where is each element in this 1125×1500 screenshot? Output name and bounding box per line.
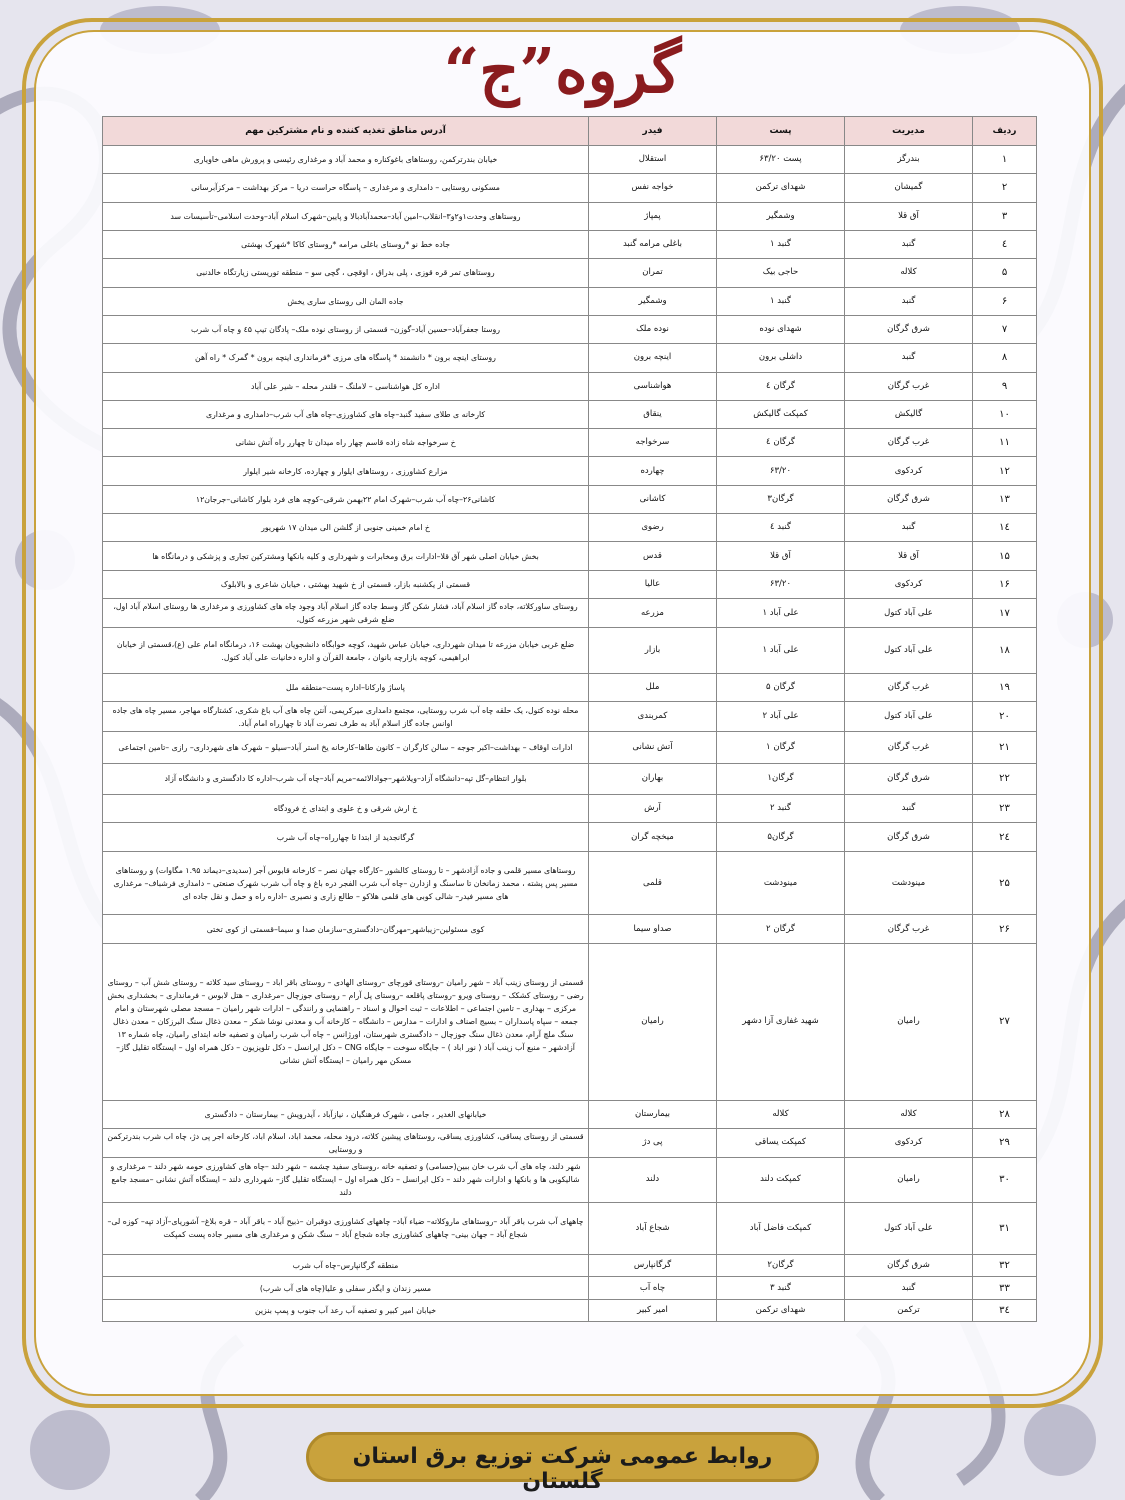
- cell-row-number: ۱۹: [973, 673, 1037, 701]
- cell-row-number: ۱۱: [973, 429, 1037, 457]
- cell-post: کمپکت دلند: [717, 1158, 845, 1202]
- cell-feeder: بهاران: [589, 763, 717, 794]
- footer-banner: [306, 1432, 819, 1494]
- cell-management: غرب گرگان: [845, 429, 973, 457]
- cell-address: روستا جعفرآباد–حسین آباد–گوزن– قسمتی از روستای نوده ملک– پادگان تیپ ٤۵ و چاه آب شرب: [103, 315, 589, 343]
- cell-address: روستاهای تمر قره قوزی ، پلی بدراق ، اوقچی ، گچی سو – منطقه توریستی زیارتگاه خالدنبی: [103, 259, 589, 287]
- cell-management: علی آباد کتول: [845, 628, 973, 674]
- cell-management: غرب گرگان: [845, 372, 973, 400]
- cell-feeder: چاه آب: [589, 1277, 717, 1299]
- table-row: [103, 1128, 1037, 1157]
- cell-post: گنبد ۲: [717, 795, 845, 823]
- cell-post: علی آباد ۱: [717, 628, 845, 674]
- cell-address: خ امام خمینی جنوبی از گلشن الی میدان ۱۷ شهریور: [103, 514, 589, 542]
- cell-management: کردکوی: [845, 1128, 973, 1157]
- cell-address: بلوار انتظام–گل تپه–دانشگاه آزاد–ویلاشهر–جوادالائمه–مریم آباد–چاه آب شرب–اداره کا دادگستری و دانشگاه آزاد: [103, 763, 589, 794]
- cell-management: آق قلا: [845, 202, 973, 230]
- cell-post: آق قلا: [717, 542, 845, 570]
- cell-feeder: گرگانپارس: [589, 1255, 717, 1277]
- table-row: [103, 202, 1037, 230]
- cell-feeder: رامیان: [589, 943, 717, 1100]
- footer-text: روابط عمومی شرکت توزیع برق استان گلستان: [352, 1444, 773, 1494]
- cell-row-number: ۱۸: [973, 628, 1037, 674]
- cell-post: گنبد ۱: [717, 287, 845, 315]
- table-row: [103, 823, 1037, 851]
- cell-post: علی آباد ۱: [717, 599, 845, 628]
- table-header-row: [103, 117, 1037, 146]
- cell-feeder: صداو سیما: [589, 915, 717, 943]
- table-row: [103, 1299, 1037, 1321]
- table-row: [103, 542, 1037, 570]
- cell-address: قسمتی از روستای زینب آباد – شهر رامیان –روستای قورچای –روستای الهادی – روستای باقر اباد – روستای سید کلاته – روستای شش آب – روستای رضی – روستای کشکک – روستای ویرو –روستای پاقلعه –روستای پل آرام – روستای جوزچال –مرغداری – هتل لابوس – فرمانداری – بخشداری بخش مرکزی – بهداری – تامین اجتماعی – اطلاعات – ثبت احوال و اسناد – راهنمایی و رانندگی – ادارات شهر رامیان – مسجد مصلی شهرستان و امام جمعه – سپاه پاسداران – بسیج اصناف و ادارات – مدارس – دانشگاه – کارخانه آب و معدنی نوشا شکر – معدن ذغال سنگ البرزکان – معدن ذغال سنگ ملچ آرام، معدن ذغال سنگ جوزچال – دادگستری شهرستان، اورژانس – چاه آب شرب رامیان و تصفیه خانه ابتدای رامیان، چاه شماره ۱۳ آزادشهر – منبع آب زینب آباد ( نور اباد ) – جایگاه سوخت – جایگاه CNG – دکل ایرانسل – دکل تلویزیون – دکل همراه اول – ایستگاه تقلیل گاز– مسکن مهر رامیان – ایستگاه آتش نشانی: [103, 943, 589, 1100]
- cell-row-number: ۷: [973, 315, 1037, 343]
- cell-row-number: ۳۲: [973, 1255, 1037, 1277]
- cell-address: خیابانهای الغدیر ، جامی ، شهرک فرهنگیان ، نیازآباد ، آیدرویش – بیمارستان – دادگستری: [103, 1100, 589, 1128]
- cell-address: روستای اینچه برون * دانشمند * پاسگاه های مرزی *فرمانداری اینچه برون * گمرک * راه آهن: [103, 344, 589, 372]
- cell-address: محله نوده کتول، یک حلقه چاه آب شرب روستایی، مجتمع دامداری میرکریمی، آنتن چاه های آب باغ شکری، کشتارگاه مهاجر، مسیر چاه های جاده اوانس جاده گاز اسلام آباد به طرف نصرت آباد تا چهارراه امام آباد.: [103, 702, 589, 732]
- col-header-management: مدیریت: [845, 117, 973, 146]
- cell-post: کمپکت فاضل آباد: [717, 1202, 845, 1255]
- cell-address: قسمتی از روستای یساقی، کشاورزی یساقی، روستاهای پیشین کلاته، درود محله، محمد اباد، اسلام اباد، کارخانه اجر پی دژ، چاه اب شرب بندرترکمن و روستایی: [103, 1128, 589, 1157]
- cell-management: گنبد: [845, 795, 973, 823]
- table-row: [103, 372, 1037, 400]
- cell-management: غرب گرگان: [845, 673, 973, 701]
- cell-management: شرق گرگان: [845, 823, 973, 851]
- cell-management: گنبد: [845, 230, 973, 258]
- table-row: [103, 851, 1037, 915]
- cell-management: بندرگز: [845, 146, 973, 174]
- cell-feeder: وشمگیر: [589, 287, 717, 315]
- cell-feeder: سرخواجه: [589, 429, 717, 457]
- cell-post: پست ۶۳/۲۰: [717, 146, 845, 174]
- cell-feeder: پمپاژ: [589, 202, 717, 230]
- col-header-row-number: ردیف: [973, 117, 1037, 146]
- table-row: [103, 146, 1037, 174]
- cell-address: گرگانجدید از ابتدا تا چهارراه–چاه آب شرب: [103, 823, 589, 851]
- cell-row-number: ۳۳: [973, 1277, 1037, 1299]
- cell-post: ۶۳/۲۰: [717, 457, 845, 485]
- cell-address: روستای ساورکلاته، جاده گاز اسلام آباد، فشار شکن گاز وسط جاده گاز اسلام آباد وجود چاه های کشاورزی و مرغداری ها روستای اسلام آباد اول، ضلع شرقی شهر مزرعه کتول،: [103, 599, 589, 628]
- cell-post: شهدای ترکمن: [717, 1299, 845, 1321]
- cell-row-number: ۱۰: [973, 400, 1037, 428]
- cell-row-number: ۳۱: [973, 1202, 1037, 1255]
- cell-feeder: تمران: [589, 259, 717, 287]
- cell-feeder: باغلی مرامه گنبد: [589, 230, 717, 258]
- cell-management: گمیشان: [845, 174, 973, 202]
- cell-address: بخش خیابان اصلی شهر آق قلا–ادارات برق ومخابرات و شهرداری و کلیه بانکها ومشترکین تجاری و پزشکی و درمانگاه ها: [103, 542, 589, 570]
- cell-row-number: ۱٤: [973, 514, 1037, 542]
- cell-address: جاده خط نو *روستای باغلی مرامه *روستای کاکا *شهرک بهشتی: [103, 230, 589, 258]
- cell-management: کردکوی: [845, 570, 973, 598]
- cell-feeder: شجاع آباد: [589, 1202, 717, 1255]
- col-header-feeder: فیدر: [589, 117, 717, 146]
- cell-address: خ سرخواجه شاه زاده قاسم چهار راه میدان تا چهارر راه آتش نشانی: [103, 429, 589, 457]
- cell-feeder: خواجه نفس: [589, 174, 717, 202]
- table-row: [103, 344, 1037, 372]
- cell-row-number: ۳٤: [973, 1299, 1037, 1321]
- cell-address: مسیر زندان و ایگدر سفلی و علیا(چاه های آب شرب): [103, 1277, 589, 1299]
- table-row: [103, 259, 1037, 287]
- cell-row-number: ۳۰: [973, 1158, 1037, 1202]
- cell-management: غرب گرگان: [845, 732, 973, 763]
- cell-row-number: ۲۵: [973, 851, 1037, 915]
- table-row: [103, 174, 1037, 202]
- cell-feeder: هواشناسی: [589, 372, 717, 400]
- table-row: [103, 732, 1037, 763]
- table-row: [103, 763, 1037, 794]
- cell-management: گنبد: [845, 287, 973, 315]
- cell-row-number: ۱۷: [973, 599, 1037, 628]
- cell-address: خیابان بندرترکمن، روستاهای باغوکناره و محمد آباد و مرغداری رئیسی و پرورش ماهی خاویاری: [103, 146, 589, 174]
- cell-post: مینودشت: [717, 851, 845, 915]
- cell-address: مسکونی روستایی – دامداری و مرغداری – پاسگاه حراست دریا – مرکز بهداشت – مرکزآبرسانی: [103, 174, 589, 202]
- col-header-post: پست: [717, 117, 845, 146]
- cell-address: روستاهای مسیر قلمی و جاده آزادشهر – تا روستای کالشور –کارگاه جهان نصر – کارخانه قابوس آجر (سدیدی–دیماند ۱.۹۵ مگاوات) و روستاهای مسیر پس پشته ، محمد زمانخان تا ساسنگ و ازدارن –چاه آب شرب الفجر دره باغ و چاه آب شرب شهرک صنعتی – دامداری فرشباف– مرغداری های مسیر فیدر– شالی کوبی های قلمی هلاکو – طالع زاری و نصیری –اداره راه و حمل و نقل جاده ای: [103, 851, 589, 915]
- table-row: [103, 287, 1037, 315]
- cell-management: گالیکش: [845, 400, 973, 428]
- cell-post: گنبد ٤: [717, 514, 845, 542]
- cell-row-number: ۱۳: [973, 485, 1037, 513]
- table-row: [103, 673, 1037, 701]
- table-row: [103, 230, 1037, 258]
- table-row: [103, 702, 1037, 732]
- cell-row-number: ۲۶: [973, 915, 1037, 943]
- cell-post: شهید غفاری آزا دشهر: [717, 943, 845, 1100]
- cell-post: گرگان ٤: [717, 429, 845, 457]
- cell-row-number: ۲٤: [973, 823, 1037, 851]
- cell-address: مزارع کشاورزی ، روستاهای ایلوار و چهارده، کارخانه شیر ایلوار: [103, 457, 589, 485]
- cell-row-number: ۲۰: [973, 702, 1037, 732]
- cell-row-number: ۲۳: [973, 795, 1037, 823]
- cell-address: منطقه گرگانپارس–چاه آب شرب: [103, 1255, 589, 1277]
- cell-post: گنبد ۱: [717, 230, 845, 258]
- table-row: [103, 1158, 1037, 1202]
- col-header-address: آدرس مناطق تغذیه کننده و نام مشترکین مهم: [103, 117, 589, 146]
- feeder-table: [102, 116, 1037, 1322]
- table-row: [103, 400, 1037, 428]
- cell-feeder: اینچه برون: [589, 344, 717, 372]
- cell-post: شهدای ترکمن: [717, 174, 845, 202]
- table-row: [103, 514, 1037, 542]
- cell-row-number: ۵: [973, 259, 1037, 287]
- cell-feeder: قدس: [589, 542, 717, 570]
- cell-feeder: آرش: [589, 795, 717, 823]
- cell-post: گرگان۲: [717, 1255, 845, 1277]
- cell-address: جاده المان الی روستای ساری یخش: [103, 287, 589, 315]
- cell-post: داشلی برون: [717, 344, 845, 372]
- cell-post: گرگان ٤: [717, 372, 845, 400]
- cell-address: چاههای آب شرب باقر آباد –روستاهای ماروکلاته– ضیاء آباد– چاههای کشاورزی دوقبران –ذبیح آباد – باقر آباد – قره بلاغ– آشوریای–آزاد تپه– کوزه لی– شجاع آباد – جهان بینی– چاههای کشاورزی جاده شجاع آباد – سنگ شکن و مرغداری های مسیر جاده پست کمپکت: [103, 1202, 589, 1255]
- cell-row-number: ٤: [973, 230, 1037, 258]
- table-row: [103, 429, 1037, 457]
- cell-feeder: کمربندی: [589, 702, 717, 732]
- cell-address: کوی مسئولین–زیباشهر–مهرگان–دادگستری–سازمان صدا و سیما–قسمتی از کوی تختی: [103, 915, 589, 943]
- cell-post: گرگان۵: [717, 823, 845, 851]
- cell-feeder: امیر کبیر: [589, 1299, 717, 1321]
- cell-row-number: ۶: [973, 287, 1037, 315]
- cell-management: علی آباد کتول: [845, 599, 973, 628]
- cell-management: آق قلا: [845, 542, 973, 570]
- cell-management: گنبد: [845, 344, 973, 372]
- cell-post: شهدای نوده: [717, 315, 845, 343]
- cell-management: شرق گرگان: [845, 315, 973, 343]
- cell-post: علی آباد ۲: [717, 702, 845, 732]
- cell-feeder: چهارده: [589, 457, 717, 485]
- cell-management: غرب گرگان: [845, 915, 973, 943]
- cell-row-number: ۱: [973, 146, 1037, 174]
- cell-feeder: استقلال: [589, 146, 717, 174]
- cell-feeder: بیمارستان: [589, 1100, 717, 1128]
- cell-post: گرگان ۱: [717, 732, 845, 763]
- table-row: [103, 315, 1037, 343]
- cell-feeder: مزرعه: [589, 599, 717, 628]
- cell-post: وشمگیر: [717, 202, 845, 230]
- cell-address: شهر دلند، چاه های آب شرب خان ببین(حسامی) و تصفیه خانه ،روستای سفید چشمه – شهر دلند –چاه های کشاورزی حومه شهر دلند – مرغداری و شالیکوبی ها و بانکها و ادارات شهر دلند – دکل ایرانسل – دکل همراه اول – ایستگاه تقلیل گاز– شهرداری دلند – ایستگاه آتش نشانی –مسجد جامع دلند: [103, 1158, 589, 1202]
- cell-row-number: ۹: [973, 372, 1037, 400]
- cell-post: گرگان ۵: [717, 673, 845, 701]
- cell-row-number: ۲۹: [973, 1128, 1037, 1157]
- cell-feeder: عالیا: [589, 570, 717, 598]
- cell-feeder: دلند: [589, 1158, 717, 1202]
- cell-address: اداره کل هواشناسی – لاملنگ – قلندر محله – شیر علی آباد: [103, 372, 589, 400]
- cell-management: کلاله: [845, 1100, 973, 1128]
- table-body: [103, 146, 1037, 1322]
- cell-address: پاساژ وارکانا–اداره پست–منطقه ملل: [103, 673, 589, 701]
- cell-post: کلاله: [717, 1100, 845, 1128]
- cell-management: علی آباد کتول: [845, 1202, 973, 1255]
- cell-management: کردکوی: [845, 457, 973, 485]
- cell-address: خ ارش شرقی و خ علوی و ابتدای خ فرودگاه: [103, 795, 589, 823]
- cell-address: ادارات اوقاف – بهداشت–اکبر جوجه – سالن کارگران – کانون طاها–کارخانه یخ استر آباد–سیلو – شهرک های شهرداری– رازی –تامین اجتماعی: [103, 732, 589, 763]
- cell-management: شرق گرگان: [845, 763, 973, 794]
- cell-row-number: ۸: [973, 344, 1037, 372]
- cell-feeder: ملل: [589, 673, 717, 701]
- cell-post: کمپکت گالیکش: [717, 400, 845, 428]
- table-row: [103, 599, 1037, 628]
- cell-management: شرق گرگان: [845, 485, 973, 513]
- cell-post: گنبد ۳: [717, 1277, 845, 1299]
- table-row: [103, 795, 1037, 823]
- cell-management: کلاله: [845, 259, 973, 287]
- table-row: [103, 1255, 1037, 1277]
- feeder-table-container: [102, 116, 1036, 1322]
- cell-row-number: ۱۵: [973, 542, 1037, 570]
- table-row: [103, 1277, 1037, 1299]
- cell-management: رامیان: [845, 1158, 973, 1202]
- cell-feeder: نوده ملک: [589, 315, 717, 343]
- cell-management: علی آباد کتول: [845, 702, 973, 732]
- cell-address: خیابان امیر کبیر و تصفیه آب رعد آب جنوب و پمپ بنزین: [103, 1299, 589, 1321]
- cell-row-number: ۲۸: [973, 1100, 1037, 1128]
- cell-row-number: ۲۷: [973, 943, 1037, 1100]
- cell-post: ۶۳/۲۰: [717, 570, 845, 598]
- table-row: [103, 915, 1037, 943]
- cell-row-number: ۳: [973, 202, 1037, 230]
- cell-feeder: بازار: [589, 628, 717, 674]
- cell-post: گرگان۱: [717, 763, 845, 794]
- cell-address: کاشانی۲۶–چاه آب شرب–شهرک امام ۲۲بهمن شرقی–کوچه های فرد بلوار کاشانی–جرجان۱۲: [103, 485, 589, 513]
- table-row: [103, 457, 1037, 485]
- cell-feeder: ینقاق: [589, 400, 717, 428]
- cell-feeder: رضوی: [589, 514, 717, 542]
- table-row: [103, 1202, 1037, 1255]
- cell-post: گرگان ۲: [717, 915, 845, 943]
- table-row: [103, 1100, 1037, 1128]
- cell-address: ضلع غربی خیابان مزرعه تا میدان شهرداری، خیابان عباس شهید، کوچه خوابگاه دانشجویان بهشت ۱۶، درمانگاه امام علی (ع)،قسمتی از خیابان ابراهیمی، کوچه بازارچه بانوان ، جامعة القرآن و اداره دخانیات علی آباد کتول.: [103, 628, 589, 674]
- table-row: [103, 485, 1037, 513]
- cell-feeder: کاشانی: [589, 485, 717, 513]
- cell-address: روستاهای وحدت۱و۲و۳–انقلاب–امین آباد–محمدآبادبالا و پایین–شهرک اسلام آباد–وحدت اسلامی–تأسیسات سد: [103, 202, 589, 230]
- cell-management: شرق گرگان: [845, 1255, 973, 1277]
- cell-feeder: میخچه گران: [589, 823, 717, 851]
- cell-post: حاجی بیک: [717, 259, 845, 287]
- cell-post: گرگان۳: [717, 485, 845, 513]
- cell-row-number: ۱۲: [973, 457, 1037, 485]
- table-row: [103, 943, 1037, 1100]
- cell-management: گنبد: [845, 514, 973, 542]
- cell-management: ترکمن: [845, 1299, 973, 1321]
- cell-feeder: پی دژ: [589, 1128, 717, 1157]
- cell-feeder: قلمی: [589, 851, 717, 915]
- cell-management: مینودشت: [845, 851, 973, 915]
- cell-address: قسمتی از یکشنبه بازار، قسمتی از خ شهید بهشتی ، خیابان شاعری و بالابلوک: [103, 570, 589, 598]
- cell-row-number: ۲۲: [973, 763, 1037, 794]
- cell-address: کارخانه ی طلای سفید گنبد–چاه های کشاورزی–چاه های آب شرب–دامداری و مرغداری: [103, 400, 589, 428]
- cell-row-number: ۲۱: [973, 732, 1037, 763]
- table-row: [103, 628, 1037, 674]
- cell-management: رامیان: [845, 943, 973, 1100]
- cell-row-number: ۲: [973, 174, 1037, 202]
- cell-feeder: آتش نشانی: [589, 732, 717, 763]
- table-row: [103, 570, 1037, 598]
- cell-row-number: ۱۶: [973, 570, 1037, 598]
- page-title: گروه”ج“: [443, 34, 682, 107]
- cell-management: گنبد: [845, 1277, 973, 1299]
- cell-post: کمپکت یساقی: [717, 1128, 845, 1157]
